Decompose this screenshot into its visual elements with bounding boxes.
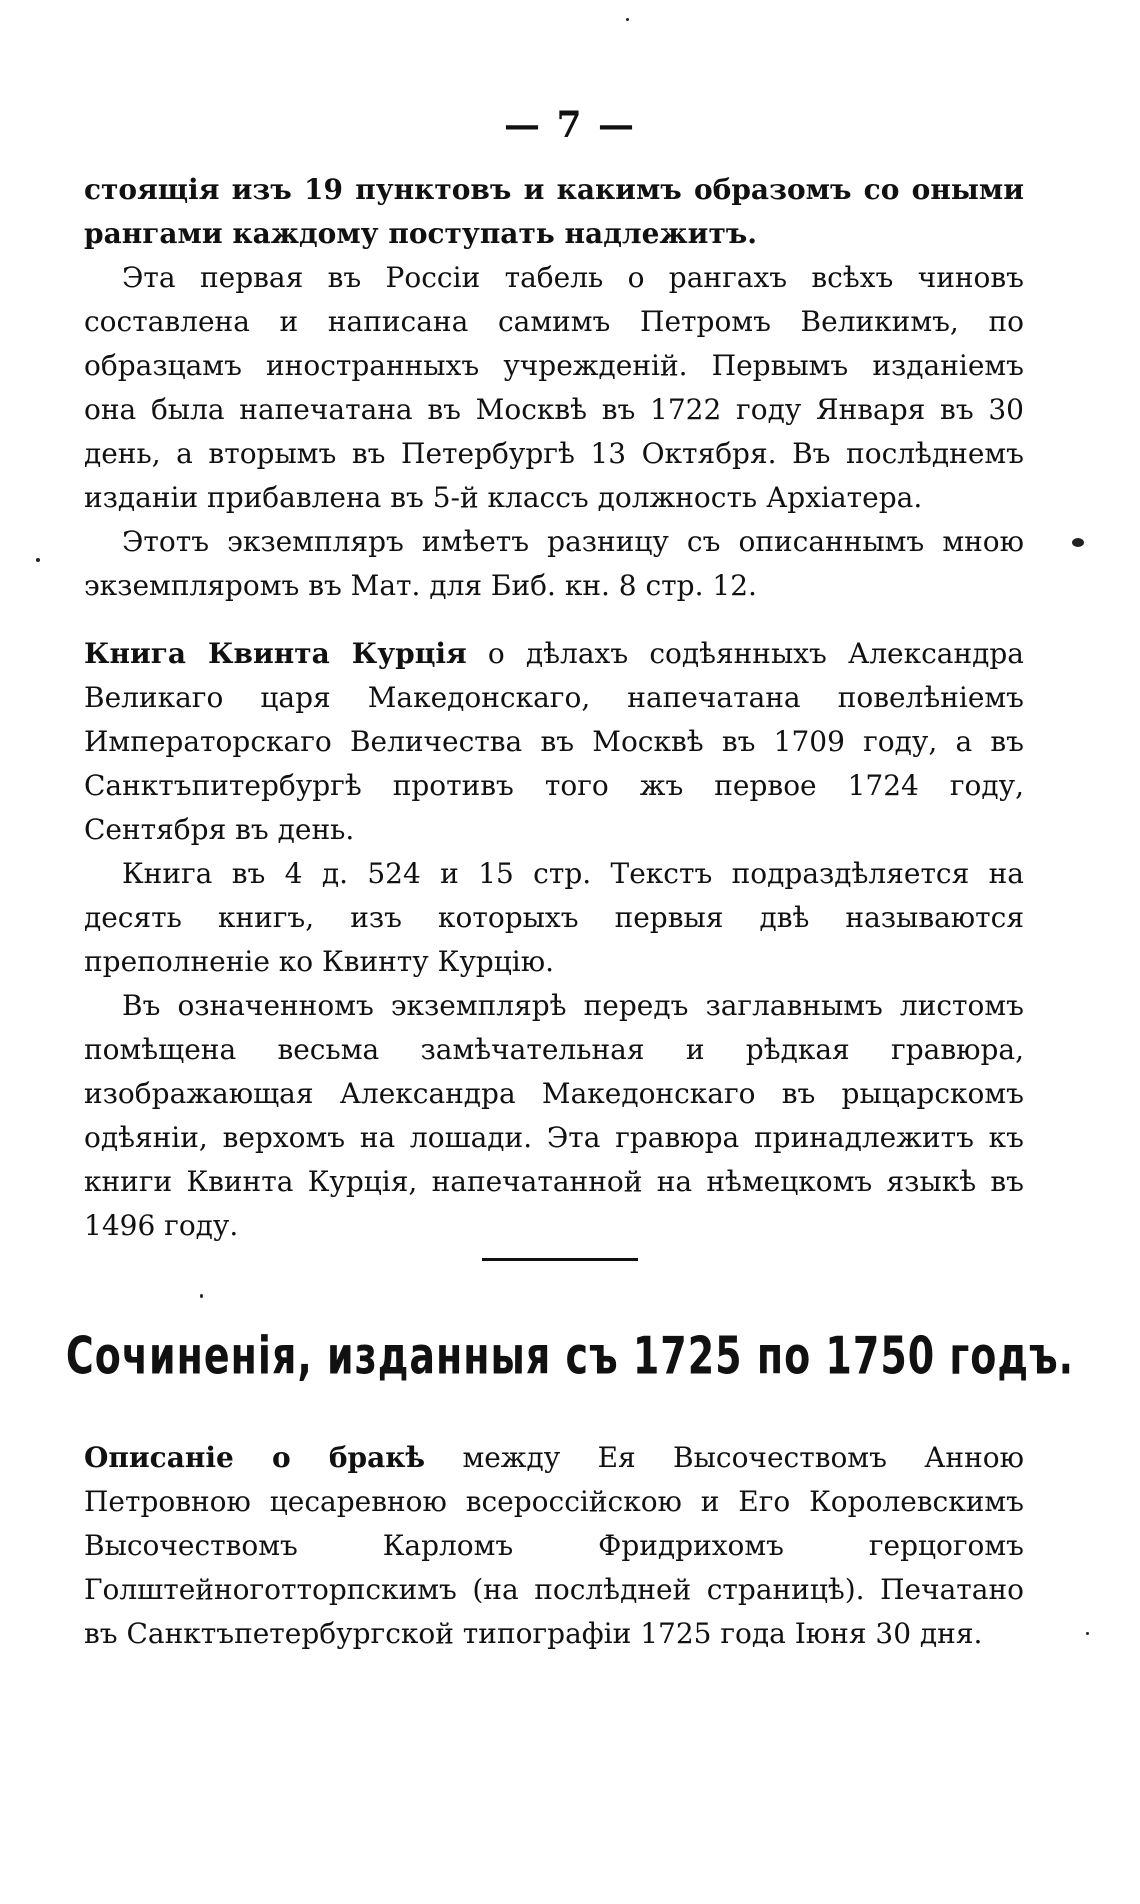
curtius-title-paragraph [84,632,1024,852]
entry-comparison-paragraph: Этотъ экземпляръ имѣетъ разницу съ описаннымъ мною экземпляромъ въ Мат. для Биб. кн. 8 стр. 12. [84,525,1024,602]
ink-speck [1072,538,1084,547]
entry-note-paragraph: Эта первая въ Россіи табель о рангахъ всѣхъ чиновъ составлена и написана самимъ Петромъ Великимъ, по образцамъ иностранныхъ учрежденій. Первымъ изданіемъ она была напечатана въ Москвѣ въ 1722 году Января въ 30 день, а вторымъ въ Петербургѣ 13 Октября. Въ послѣднемъ изданіи прибавлена въ 5-й классъ должность Архіатера. [84,261,1024,514]
ink-speck [626,18,629,21]
ink-speck [1086,1632,1089,1635]
curtius-engraving-paragraph: Въ означенномъ экземплярѣ передъ заглавнымъ листомъ помѣщена весьма замѣчательная и рѣдкая гравюра, изображающая Александра Македонскаго въ рыцарскомъ одѣяніи, верхомъ на лошади. Эта гравюра принадлежитъ къ книги Квинта Курція, напечатанной на нѣмецкомъ языкѣ въ 1496 году. [84,989,1024,1242]
marriage-entry-rest: между Ея Высочествомъ Анною Петровною цесаревною всероссійскою и Его Королевскимъ Высочествомъ Карломъ Фридрихомъ герцогомъ Голштейноготторпскимъ (на послѣдней страницѣ). Печатано въ Санктъпетербургской типографіи 1725 года Іюня 30 дня. [84,1441,1024,1650]
marriage-entry-lead: Описаніе о бракѣ [84,1441,426,1474]
marriage-entry [84,1436,1024,1656]
curtius-title-lead: Книга Квинта Курція [84,637,467,670]
ink-speck [36,558,40,562]
page-number: — 7 — [503,104,637,146]
ink-speck [200,1294,203,1298]
curtius-format-paragraph: Книга въ 4 д. 524 и 15 стр. Текстъ подраздѣляется на десять книгъ, изъ которыхъ первыя двѣ называются преполненіе ко Квинту Курцію. [84,857,1024,978]
entry-continuation-text: стоящія изъ 19 пунктовъ и какимъ образомъ со оными рангами каждому поступать надлежитъ. [84,173,1024,250]
curtius-entry [84,632,1024,1248]
curtius-title-rest: о дѣлахъ содѣянныхъ Александра Великаго царя Македонскаго, напечатана повелѣніемъ Императорскаго Величества въ Москвѣ въ 1709 году, а въ Санктъпитербургѣ противъ того жъ первое 1724 году, Сентября въ день. [84,637,1024,846]
section-heading: Сочиненія, изданныя съ 1725 по 1750 годъ. [65,1326,1075,1386]
continued-entry [84,168,1024,608]
section-divider [482,1258,638,1261]
marriage-entry-paragraph [84,1436,1024,1656]
